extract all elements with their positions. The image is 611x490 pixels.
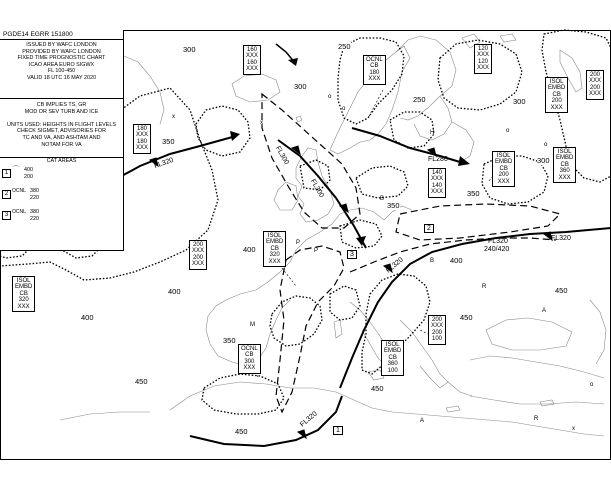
box-line: XXX	[550, 104, 563, 111]
level-label: 350	[162, 137, 175, 146]
box-line: 360	[387, 361, 398, 368]
svg-text:x: x	[172, 114, 175, 120]
box-line: 180	[137, 126, 148, 132]
box-line: XXX	[558, 174, 571, 181]
box-line: ISOL	[16, 278, 31, 284]
jet-label: FL320	[551, 235, 571, 242]
box-line: 180	[137, 138, 148, 145]
box-line: 200	[193, 242, 204, 248]
svg-text:x: x	[260, 120, 263, 126]
cat-area-number: 1	[2, 169, 11, 178]
level-label: 300	[513, 97, 526, 106]
box-line: EMBD	[266, 239, 284, 246]
note-line: CHECK SIGMET, ADVISORIES FOR	[17, 128, 106, 135]
box-line: CB	[388, 354, 397, 361]
cloud-box	[553, 147, 576, 183]
level-label: 400	[450, 256, 463, 265]
level-label: 450	[235, 427, 248, 436]
svg-text:R: R	[482, 284, 487, 290]
jet-label: FL320	[488, 238, 508, 245]
cat-area-number: 3	[2, 211, 11, 220]
box-line: ISOL	[267, 233, 282, 239]
cat-area-prefix: OCNL	[12, 209, 26, 215]
box-line: XXX	[431, 189, 444, 196]
box-line: ISOL	[557, 149, 572, 155]
cloud-box	[428, 168, 446, 198]
box-line: ISOL	[385, 342, 400, 348]
box-line: 200	[193, 254, 204, 261]
box-line: ISOL	[496, 153, 511, 159]
cat-area-top: 380	[30, 209, 39, 215]
legend-divider	[0, 98, 123, 99]
cloud-box	[381, 340, 404, 376]
svg-text:o: o	[544, 142, 548, 148]
jet-label: FL280	[428, 156, 448, 163]
svg-text:B: B	[380, 196, 385, 202]
jet-label: FL320	[153, 156, 175, 171]
cat-marker: 1	[333, 426, 343, 435]
box-line: 300	[244, 358, 255, 365]
box-line: XXX	[368, 76, 381, 83]
notes-block	[0, 102, 123, 148]
level-label: 350	[387, 201, 400, 210]
cloud-box	[474, 44, 492, 74]
cloud-box	[189, 240, 207, 270]
cloud-box	[263, 231, 286, 267]
svg-text:P: P	[296, 240, 301, 246]
box-line: 120	[478, 58, 489, 65]
box-line: 140	[432, 170, 443, 176]
issued-block	[0, 42, 123, 82]
level-label: 450	[371, 384, 384, 393]
note-line	[0, 115, 123, 122]
cloud-box	[545, 77, 568, 113]
box-line: XXX	[243, 365, 256, 372]
box-line: CB	[270, 245, 279, 252]
box-line: XXX	[431, 323, 444, 330]
jet-label: FL320	[299, 410, 319, 429]
note-line: UNITS USED: HEIGHTS IN FLIGHT LEVELS	[7, 121, 116, 128]
box-line: XXX	[431, 176, 444, 183]
cat-area-top: 380	[30, 188, 39, 194]
cloud-box	[492, 151, 515, 187]
box-line: 160	[247, 59, 258, 66]
issued-line: VALID 18 UTC 16 MAY 2020	[27, 74, 96, 81]
box-line: CB	[19, 290, 28, 297]
box-line: XXX	[246, 53, 259, 60]
box-line: XXX	[136, 145, 149, 152]
box-line: 200	[551, 98, 562, 105]
cat-areas-title: CAT AREAS	[46, 158, 77, 164]
svg-text:A: A	[420, 418, 425, 424]
box-line: 180	[369, 69, 380, 76]
issued-line: ICAO AREA EURO SIGWX	[28, 61, 95, 68]
svg-text:P: P	[314, 248, 319, 254]
cat-marker: 3	[347, 250, 357, 259]
box-line: CB	[560, 161, 569, 168]
box-line: XXX	[477, 52, 490, 59]
cat-area-bottom: 200	[24, 173, 33, 180]
level-label: 450	[460, 313, 473, 322]
box-line: 320	[269, 252, 280, 259]
cat-area-top: 400	[24, 167, 33, 173]
jet-label: 240/420	[484, 246, 510, 253]
box-line: XXX	[136, 132, 149, 139]
cat-area-prefix: OCNL	[12, 188, 26, 194]
box-line: 360	[559, 168, 570, 175]
box-line: 140	[432, 182, 443, 189]
box-line: XXX	[246, 66, 259, 73]
box-line: 120	[478, 46, 489, 52]
svg-text:o: o	[506, 128, 510, 134]
box-line: 160	[247, 47, 258, 53]
svg-text:R: R	[534, 416, 539, 422]
level-label: 250	[338, 42, 351, 51]
box-line: CB	[552, 91, 561, 98]
box-line: 200	[432, 329, 443, 336]
box-line: EMBD	[15, 284, 33, 291]
box-line: EMBD	[384, 348, 402, 355]
box-line: 200	[432, 317, 443, 323]
ocnl-turbulence-icon	[12, 188, 26, 195]
box-line: 200	[590, 84, 601, 91]
cloud-box	[363, 55, 386, 85]
box-line: CB	[370, 63, 379, 70]
cloud-box	[428, 315, 446, 345]
box-line: EMBD	[548, 85, 566, 92]
box-line: XXX	[589, 91, 602, 98]
box-line: EMBD	[495, 159, 513, 166]
svg-text:o: o	[342, 106, 346, 112]
cat-area-bottom: 220	[30, 215, 39, 222]
cat-area-number: 2	[2, 190, 11, 199]
box-line: XXX	[192, 261, 205, 268]
box-line: XXX	[268, 258, 281, 265]
cloud-box	[586, 70, 604, 100]
cloud-box	[243, 45, 261, 75]
jet-label: FL300	[273, 145, 290, 166]
level-label: 400	[81, 313, 94, 322]
box-line: XXX	[192, 248, 205, 255]
issued-line: PROVIDED BY WAFC LONDON	[22, 48, 101, 55]
level-label: 300	[183, 45, 196, 54]
level-label: 450	[555, 286, 568, 295]
svg-text:x: x	[572, 426, 575, 432]
note-line: CB IMPLIES TS, GR	[36, 102, 87, 108]
jet-label: FL320	[385, 256, 405, 275]
note-line: MOD OR SEV TURB AND ICE	[24, 108, 99, 115]
box-line: CB	[245, 352, 254, 359]
note-line: TC AND VA, AND ASHTAM AND	[22, 134, 101, 141]
level-label: 300	[537, 156, 550, 165]
box-line: OCNL	[241, 346, 258, 352]
box-line: XXX	[589, 78, 602, 85]
level-label: 300	[294, 82, 307, 91]
jet-label: FL300	[308, 178, 325, 199]
level-label: 400	[168, 287, 181, 296]
level-label: 450	[135, 377, 148, 386]
note-line: NOTAM FOR VA	[41, 141, 82, 148]
svg-text:M: M	[250, 322, 255, 328]
level-label: 250	[413, 95, 426, 104]
box-line: ISOL	[549, 79, 564, 85]
box-line: XXX	[497, 178, 510, 185]
issued-line: ISSUED BY WAFC LONDON	[26, 42, 97, 48]
cat-marker: 2	[424, 224, 434, 233]
level-label: 350	[223, 336, 236, 345]
svg-text:o: o	[328, 94, 332, 100]
issued-line: FL 100-450	[47, 68, 76, 75]
turbulence-icon: ⌒	[13, 167, 20, 173]
svg-text:H: H	[430, 130, 435, 136]
box-line: XXX	[17, 303, 30, 310]
issued-line: FIXED TIME PROGNOSTIC CHART	[17, 55, 106, 62]
ocnl-turbulence-icon	[12, 209, 26, 216]
box-line: 100	[387, 367, 398, 374]
level-label: 350	[467, 189, 480, 198]
cloud-box	[238, 344, 261, 374]
box-line: OCNL	[366, 57, 383, 63]
chart-header-code: PGDE14 EGRR 151800	[0, 30, 123, 40]
box-line: 100	[432, 336, 443, 343]
cloud-box	[133, 124, 151, 154]
box-line: XXX	[477, 65, 490, 72]
svg-text:o: o	[590, 382, 594, 388]
level-label: 400	[243, 245, 256, 254]
box-line: 320	[18, 297, 29, 304]
cat-area-bottom: 220	[30, 194, 39, 201]
svg-text:B: B	[430, 258, 435, 264]
box-line: CB	[499, 165, 508, 172]
box-line: 200	[590, 72, 601, 78]
box-line: EMBD	[556, 155, 574, 162]
box-line: 200	[498, 172, 509, 179]
cloud-box	[12, 276, 35, 312]
svg-text:A: A	[542, 308, 547, 314]
